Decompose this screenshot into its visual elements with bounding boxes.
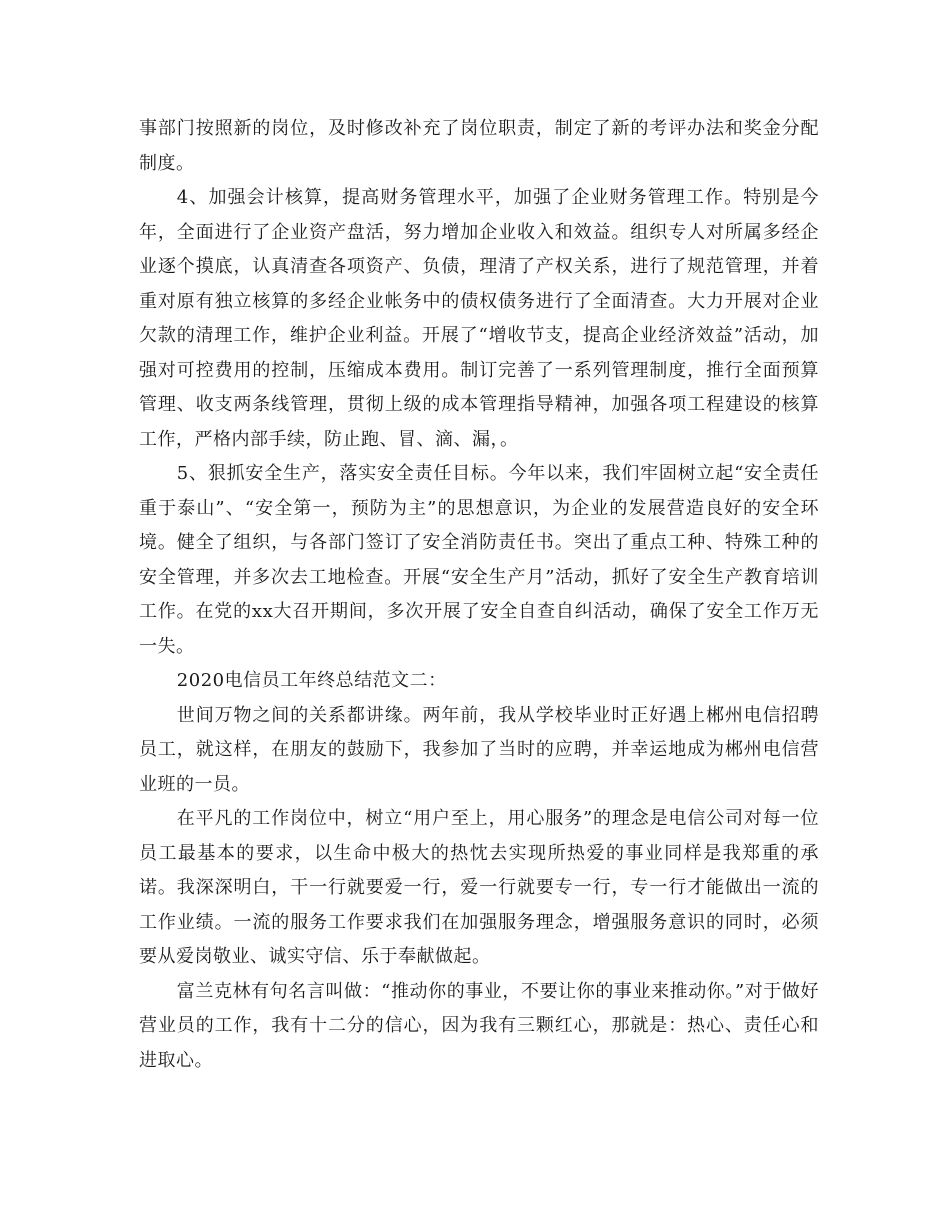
paragraph-accounting: 4、加强会计核算，提高财务管理水平，加强了企业财务管理工作。特别是今年，全面进行了企业资产盘活，努力增加企业收入和效益。组织专人对所属多经企业逐个摸底，认真清查各项资产、负债，理清了产权关系，进行了规范管理，并着重对原有独立核算的多经企业帐务中的债权债务进行了全面清查。大力开展对企业欠款的清理工作，维护企业利益。开展了“增收节支，提高企业经济效益”活动，加强对可控费用的控制，压缩成本费用。制订完善了一系列管理制度，推行全面预算管理、收支两条线管理，贯彻上级的成本管理指导精神，加强各项工程建设的核算工作，严格内部手续，防止跑、冒、滴、漏，。 xyxy=(139,187,819,450)
paragraph-franklin-quote: 富兰克林有句名言叫做：“推动你的事业，不要让你的事业来推动你。”对于做好营业员的工作，我有十二分的信心，因为我有三颗红心，那就是：热心、责任心和进取心。 xyxy=(139,980,819,1071)
paragraph-safety: 5、狠抓安全生产，落实安全责任目标。今年以来，我们牢固树立起“安全责任重于泰山”、“安全第一，预防为主”的思想意识，为企业的发展营造良好的安全环境。健全了组织，与各部门签订了安全消防责任书。突出了重点工种、特殊工种的安全管理，并多次去工地检查。开展“安全生产月”活动，抓好了安全生产教育培训工作。在党的xx大召开期间，多次开展了安全自查自纠活动，确保了安全工作万无一失。 xyxy=(139,463,819,657)
section-heading: 2020电信员工年终总结范文二： xyxy=(176,670,447,691)
paragraph-continuation: 事部门按照新的岗位，及时修改补充了岗位职责，制定了新的考评办法和奖金分配制度。 xyxy=(139,118,819,174)
document-body xyxy=(139,112,819,1078)
paragraph-service: 在平凡的工作岗位中，树立“用户至上，用心服务”的理念是电信公司对每一位员工最基本的要求，以生命中极大的热忱去实现所热爱的事业同样是我郑重的承诺。我深深明白，干一行就要爱一行，爱一行就要专一行，专一行才能做出一流的工作业绩。一流的服务工作要求我们在加强服务理念，增强服务意识的同时，必须要从爱岗敬业、诚实守信、乐于奉献做起。 xyxy=(139,808,819,967)
paragraph-intro: 世间万物之间的关系都讲缘。两年前，我从学校毕业时正好遇上郴州电信招聘员工，就这样，在朋友的鼓励下，我参加了当时的应聘，并幸运地成为郴州电信营业班的一员。 xyxy=(139,704,819,795)
